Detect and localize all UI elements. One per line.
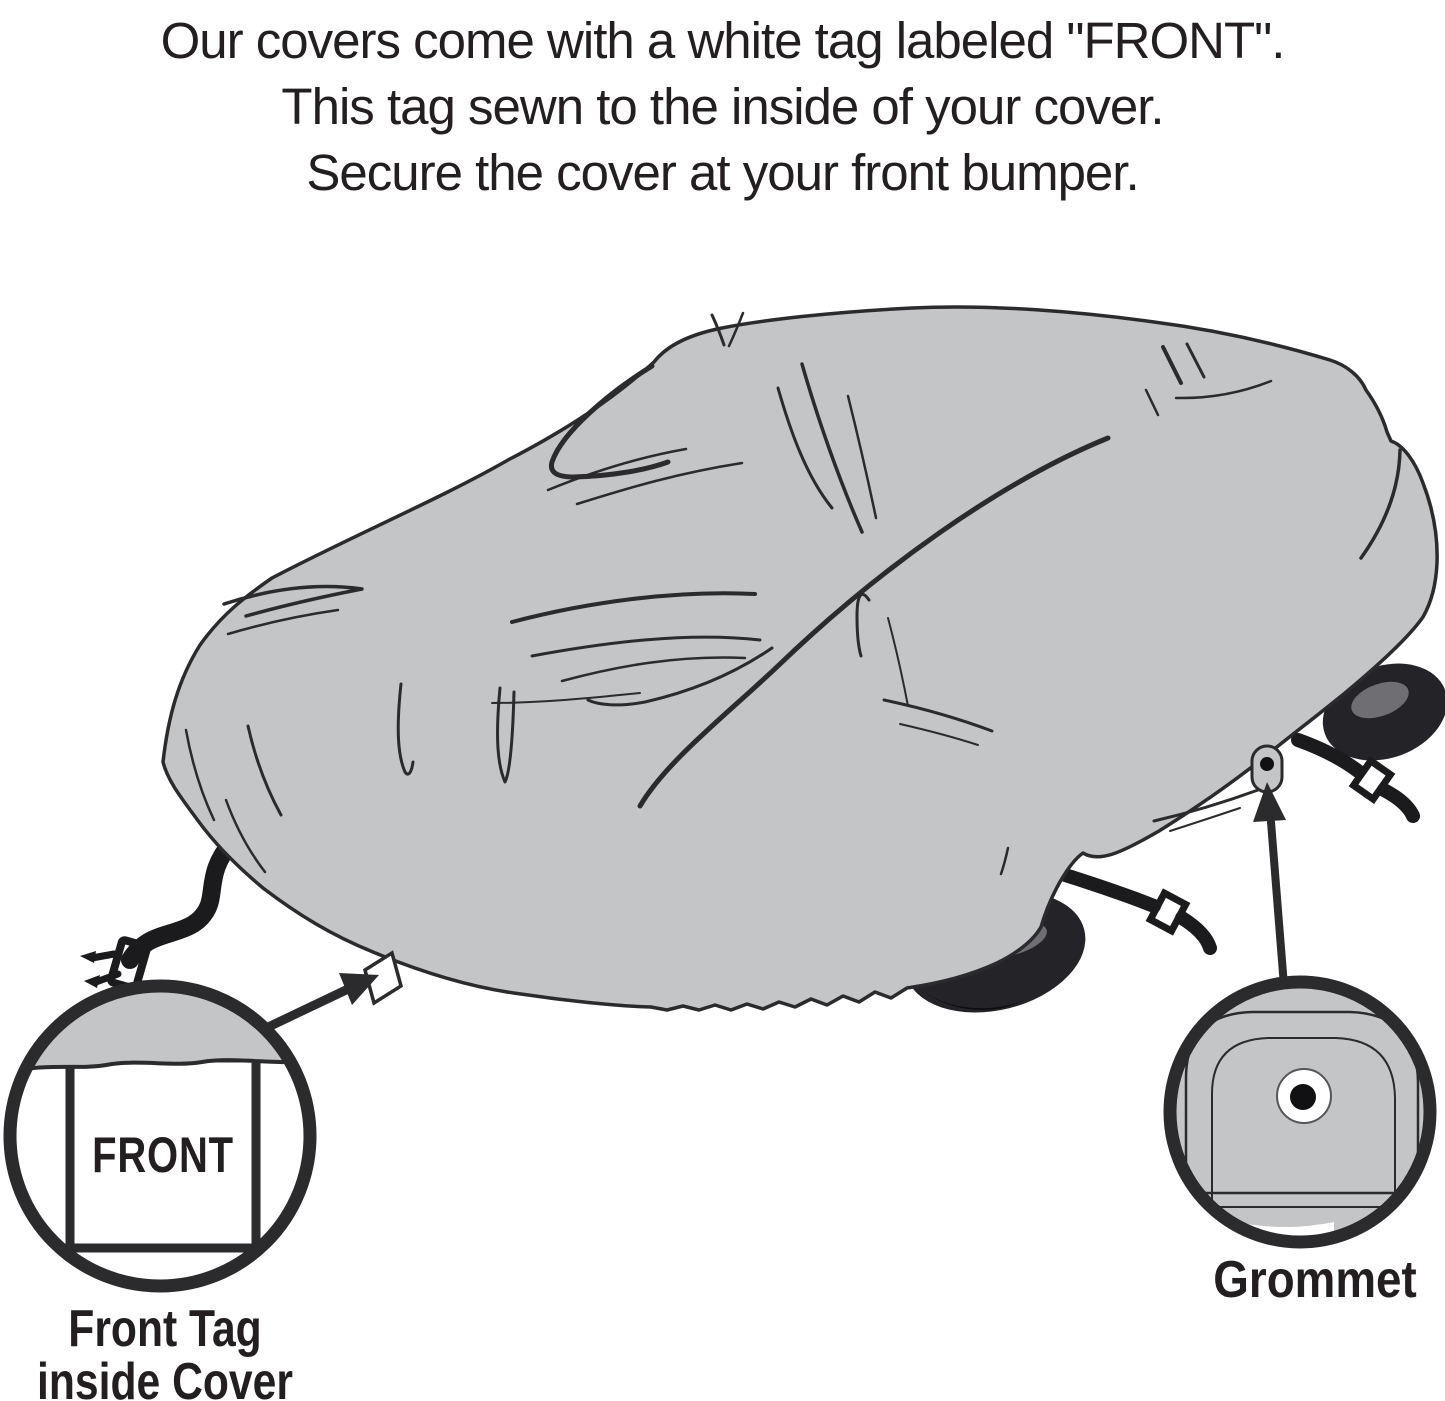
front-tag-caption-line-1: Front Tag [68, 1300, 262, 1358]
callout-cover-fabric [6, 940, 316, 1074]
heading-line-1: Our covers come with a white tag labeled "FRONT". [160, 12, 1285, 69]
front-tag-caption-line-2: inside Cover [37, 1353, 293, 1401]
heading-line-2: This tag sewn to the inside of your cover. [281, 78, 1164, 135]
grommet-caption: Grommet [1213, 1251, 1417, 1309]
front-strap [80, 842, 232, 989]
car-cover [163, 307, 1437, 1010]
grommet-arrow [1253, 782, 1286, 986]
heading-line-3: Secure the cover at your front bumper. [306, 144, 1139, 201]
callout-grommet-hole [1277, 1069, 1331, 1123]
front-tag-arrow [262, 973, 379, 1030]
grommet-callout-circle [1170, 982, 1430, 1242]
front-tag-callout-circle [6, 940, 316, 1286]
front-tag-caption [30, 1300, 301, 1401]
callout-front-tag-text: FRONT [92, 1127, 234, 1183]
